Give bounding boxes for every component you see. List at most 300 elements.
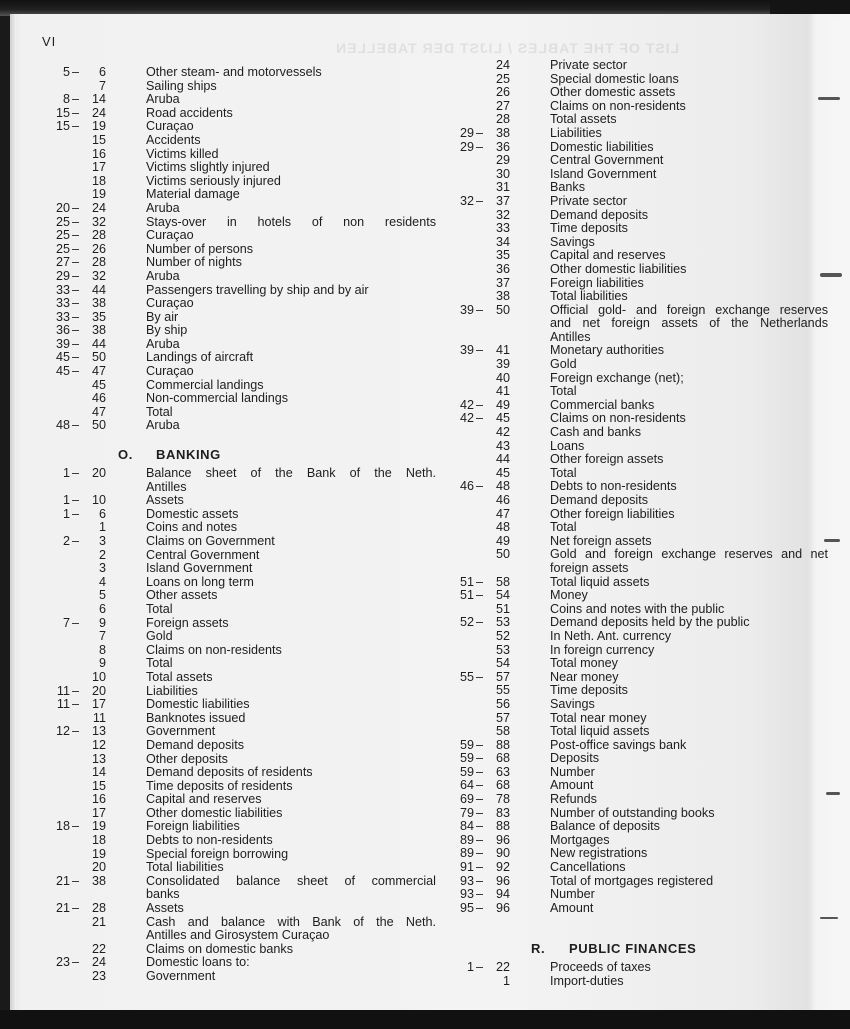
- range-dash: –: [476, 805, 484, 820]
- table-range-start: 1: [62, 493, 70, 508]
- entry-title: Loans on long term: [146, 574, 254, 589]
- entry-title: Liabilities: [146, 683, 198, 698]
- entry-title: Total assets: [550, 112, 617, 127]
- entry-title: Gold: [550, 357, 577, 372]
- toc-entry: [36, 970, 436, 984]
- table-range-end: 51: [495, 601, 510, 616]
- entry-title: Other domestic liabilities: [550, 261, 687, 276]
- table-range-start: 32: [459, 193, 474, 208]
- range-dash: –: [72, 214, 80, 229]
- range-dash: –: [72, 901, 80, 916]
- toc-entry: [36, 188, 436, 202]
- toc-entry: [440, 888, 832, 902]
- table-range-end: 46: [495, 493, 510, 507]
- range-dash: –: [72, 200, 80, 215]
- table-range-end: 26: [91, 241, 106, 256]
- entry-title: Domestic loans to:: [146, 955, 250, 970]
- toc-entry: [36, 943, 436, 957]
- table-range-end: 6: [98, 506, 106, 521]
- entry-title: Refunds: [550, 792, 597, 807]
- toc-entry: [440, 779, 832, 793]
- table-range-start: 25: [55, 228, 70, 243]
- entry-title: Gold: [146, 629, 173, 644]
- toc-entry: [440, 576, 832, 590]
- range-dash: –: [72, 534, 80, 548]
- toc-entry: [36, 256, 436, 270]
- table-range-start: 84: [459, 819, 474, 834]
- toc-list-public-finances: [440, 961, 832, 988]
- toc-entry: [36, 766, 436, 780]
- toc-entry: [440, 127, 832, 141]
- toc-entry: [36, 120, 436, 134]
- table-range-end: 10: [91, 669, 106, 684]
- entry-title: Time deposits of residents: [146, 778, 293, 793]
- table-range-start: 42: [459, 411, 474, 426]
- toc-entry: [440, 875, 832, 889]
- range-dash: –: [72, 466, 80, 481]
- table-range-start: 91: [459, 860, 474, 875]
- entry-title: Curaçao: [146, 119, 194, 134]
- toc-entry: [440, 630, 832, 644]
- table-range-end: 23: [91, 969, 106, 983]
- table-range-end: 16: [91, 146, 106, 161]
- toc-entry: [440, 521, 832, 535]
- range-dash: –: [72, 336, 80, 351]
- toc-entry: [36, 216, 436, 230]
- entry-title: Cash and banks: [550, 425, 642, 440]
- table-range-end: 15: [91, 132, 106, 147]
- table-range-end: 22: [91, 941, 106, 956]
- toc-entry: [36, 916, 436, 930]
- entry-title: Landings of aircraft: [146, 350, 254, 365]
- table-range-start: 59: [459, 737, 474, 752]
- table-range-end: 57: [495, 710, 510, 725]
- page-left-edge: [10, 14, 16, 1014]
- toc-entry: [36, 875, 436, 889]
- table-range-start: 39: [459, 302, 474, 317]
- table-range-start: 93: [459, 873, 474, 888]
- toc-right-column: [440, 59, 832, 989]
- toc-entry: [440, 820, 832, 834]
- toc-entry: [36, 297, 436, 311]
- toc-entry: [36, 148, 436, 162]
- range-dash: –: [476, 193, 484, 208]
- table-range-end: 49: [495, 397, 510, 412]
- toc-entry: [36, 617, 436, 631]
- entry-title: Debts to non-residents: [550, 479, 677, 494]
- table-range-end: 17: [91, 697, 106, 712]
- table-range-end: 21: [91, 914, 106, 929]
- toc-entry: [36, 284, 436, 298]
- entry-title: Claims on non-residents: [550, 411, 686, 426]
- toc-list-transport: [36, 66, 436, 433]
- table-range-start: 15: [55, 119, 70, 134]
- toc-entry: [440, 154, 832, 168]
- toc-entry: [440, 616, 832, 630]
- entry-title: Cancellations: [550, 860, 626, 875]
- table-range-start: 89: [459, 846, 474, 861]
- entry-title: Total: [550, 384, 577, 399]
- table-range-end: 96: [495, 873, 510, 888]
- entry-title: Banknotes issued: [146, 710, 246, 725]
- toc-entry: [440, 657, 832, 671]
- range-dash: –: [476, 737, 484, 752]
- table-range-end: 1: [98, 520, 106, 535]
- toc-entry: [440, 385, 832, 399]
- entry-title: In Neth. Ant. currency: [550, 628, 672, 643]
- table-range-end: 28: [91, 228, 106, 243]
- entry-title: foreign assets: [550, 560, 629, 575]
- toc-entry: [440, 535, 832, 549]
- table-range-end: 17: [91, 160, 106, 175]
- range-dash: –: [72, 119, 80, 134]
- table-range-end: 31: [495, 180, 510, 195]
- toc-entry: [440, 752, 832, 766]
- range-dash: –: [476, 588, 484, 603]
- toc-entry: [36, 508, 436, 522]
- range-dash: –: [476, 343, 484, 358]
- toc-entry: [36, 175, 436, 189]
- entry-title: Assets: [146, 901, 184, 916]
- toc-entry: [36, 494, 436, 508]
- toc-entry: [440, 222, 832, 236]
- entry-title: Net foreign assets: [550, 533, 652, 548]
- toc-entry: [440, 399, 832, 413]
- table-range-start: 39: [55, 336, 70, 351]
- entry-title: Amount: [550, 900, 594, 915]
- table-range-end: 18: [91, 173, 106, 188]
- entry-title: Claims on non-residents: [146, 642, 282, 657]
- table-range-end: 46: [91, 391, 106, 406]
- entry-title: Private sector: [550, 58, 627, 72]
- table-range-end: 13: [91, 724, 106, 739]
- entry-title: Government: [146, 969, 216, 983]
- entry-title: Other domestic liabilities: [146, 805, 283, 820]
- toc-entry: [36, 467, 436, 481]
- entry-title: Gold and foreign exchange reserves and net: [550, 547, 828, 562]
- entry-title: Money: [550, 588, 588, 603]
- entry-title: Accidents: [146, 132, 201, 147]
- entry-title: Coins and notes with the public: [550, 601, 725, 616]
- toc-entry: [440, 372, 832, 386]
- entry-title: Curaçao: [146, 228, 194, 243]
- toc-entry: [440, 603, 832, 617]
- table-range-start: 95: [459, 900, 474, 915]
- entry-title: Consolidated balance sheet of commercial: [146, 873, 436, 888]
- table-range-end: 20: [91, 466, 106, 481]
- table-range-end: 34: [495, 234, 510, 249]
- table-range-start: 51: [459, 574, 474, 589]
- toc-entry: [440, 725, 832, 739]
- table-range-end: 11: [92, 710, 106, 725]
- table-range-end: 14: [91, 92, 106, 107]
- table-range-end: 38: [495, 125, 510, 140]
- toc-entry: [36, 134, 436, 148]
- table-range-start: 7: [62, 615, 70, 630]
- table-range-start: 36: [55, 323, 70, 338]
- toc-entry: [36, 820, 436, 834]
- table-range-end: 24: [91, 105, 106, 120]
- table-range-end: 32: [91, 268, 106, 283]
- range-dash: –: [72, 955, 80, 970]
- table-range-end: 42: [495, 425, 510, 440]
- table-range-start: 33: [55, 309, 70, 324]
- table-range-start: 18: [55, 819, 70, 834]
- table-range-end: 28: [495, 112, 510, 127]
- range-dash: –: [476, 411, 484, 426]
- table-range-end: 50: [495, 547, 510, 562]
- toc-entry: [36, 481, 436, 495]
- toc-entry: [440, 793, 832, 807]
- range-dash: –: [476, 819, 484, 834]
- entry-title: Claims on non-residents: [550, 98, 686, 113]
- entry-title: Island Government: [550, 166, 657, 181]
- range-dash: –: [72, 697, 80, 712]
- entry-title: Central Government: [146, 547, 260, 562]
- toc-entry: [440, 739, 832, 753]
- entry-title: Official gold- and foreign exchange reserves: [550, 302, 828, 317]
- entry-title: Other foreign assets: [550, 452, 664, 467]
- range-dash: –: [476, 669, 484, 684]
- range-dash: –: [72, 724, 80, 739]
- toc-entry: [440, 209, 832, 223]
- entry-title: Deposits: [550, 751, 599, 766]
- entry-title: Import-duties: [550, 974, 624, 988]
- table-range-end: 32: [91, 214, 106, 229]
- table-range-end: 38: [495, 289, 510, 304]
- entry-title: Monetary authorities: [550, 343, 665, 358]
- table-range-start: 45: [55, 350, 70, 365]
- range-dash: –: [476, 751, 484, 766]
- range-dash: –: [476, 792, 484, 807]
- range-dash: –: [72, 493, 80, 508]
- range-dash: –: [72, 350, 80, 365]
- entry-title: Banks: [550, 180, 586, 195]
- range-dash: –: [72, 92, 80, 107]
- entry-title: Total: [146, 601, 173, 616]
- entry-title: Demand deposits: [146, 737, 245, 752]
- entry-title: Mortgages: [550, 832, 610, 847]
- entry-title: Total assets: [146, 669, 213, 684]
- entry-title: Antilles: [550, 329, 591, 344]
- toc-entry: [36, 93, 436, 107]
- entry-title: Commercial banks: [550, 397, 655, 412]
- toc-entry: [36, 685, 436, 699]
- table-range-end: 54: [495, 656, 510, 671]
- table-range-end: 19: [91, 187, 106, 202]
- entry-title: Amount: [550, 778, 594, 793]
- table-range-end: 7: [98, 78, 106, 93]
- toc-left-column: [36, 66, 436, 984]
- table-range-start: 21: [55, 873, 70, 888]
- entry-title: Other assets: [146, 588, 218, 603]
- entry-title: Victims seriously injured: [146, 173, 281, 188]
- toc-entry: [36, 807, 436, 821]
- toc-entry: [440, 453, 832, 467]
- entry-title: Commercial landings: [146, 377, 264, 392]
- range-dash: –: [476, 125, 484, 140]
- table-range-end: 49: [495, 533, 510, 548]
- toc-entry: [440, 440, 832, 454]
- entry-title: By air: [146, 309, 179, 324]
- entry-title: Aruba: [146, 336, 180, 351]
- table-range-end: 3: [98, 561, 106, 576]
- toc-entry: [36, 521, 436, 535]
- table-range-end: 28: [91, 901, 106, 916]
- table-range-end: 41: [495, 343, 510, 358]
- table-range-end: 9: [98, 615, 106, 630]
- entry-title: Total: [550, 520, 577, 535]
- table-range-start: 27: [55, 255, 70, 270]
- table-range-end: 14: [91, 765, 106, 780]
- entry-title: Foreign assets: [146, 615, 229, 630]
- range-dash: –: [476, 139, 484, 154]
- entry-title: Loans: [550, 438, 585, 453]
- toc-entry: [440, 168, 832, 182]
- toc-entry: [36, 630, 436, 644]
- range-dash: –: [72, 418, 80, 433]
- table-range-start: 33: [55, 296, 70, 311]
- entry-title: Antilles and Girosystem Curaçao: [146, 928, 330, 943]
- toc-entry: [36, 793, 436, 807]
- table-range-end: 92: [495, 860, 510, 875]
- toc-entry: [440, 317, 832, 331]
- toc-entry: [36, 780, 436, 794]
- table-range-end: 53: [495, 615, 510, 630]
- toc-entry: [36, 712, 436, 726]
- toc-entry: [36, 603, 436, 617]
- range-dash: –: [72, 65, 80, 79]
- table-range-start: 2: [62, 534, 70, 548]
- table-range-start: 1: [466, 960, 474, 975]
- table-range-start: 51: [459, 588, 474, 603]
- toc-entry: [440, 480, 832, 494]
- range-dash: –: [476, 873, 484, 888]
- entry-title: Domestic liabilities: [550, 139, 654, 154]
- range-dash: –: [476, 302, 484, 317]
- table-range-end: 27: [495, 98, 510, 113]
- range-dash: –: [72, 683, 80, 698]
- entry-title: Number: [550, 764, 595, 779]
- table-range-end: 41: [495, 384, 510, 399]
- range-dash: –: [72, 364, 80, 379]
- toc-entry: [36, 671, 436, 685]
- range-dash: –: [72, 105, 80, 120]
- table-range-start: 1: [62, 506, 70, 521]
- table-range-end: 44: [91, 336, 106, 351]
- toc-entry: [440, 358, 832, 372]
- section-title: BANKING: [156, 447, 221, 463]
- toc-entry: [440, 902, 832, 916]
- table-range-start: 20: [55, 200, 70, 215]
- table-range-end: 20: [91, 860, 106, 875]
- entry-title: Victims slightly injured: [146, 160, 270, 175]
- section-letter: O.: [118, 447, 133, 463]
- table-range-end: 24: [91, 200, 106, 215]
- table-range-end: 26: [495, 85, 510, 100]
- entry-title: Island Government: [146, 561, 253, 576]
- table-range-end: 35: [495, 248, 510, 263]
- table-range-start: 59: [459, 764, 474, 779]
- range-dash: –: [476, 860, 484, 875]
- entry-title: Other deposits: [146, 751, 228, 766]
- toc-entry: [36, 698, 436, 712]
- toc-entry: [36, 161, 436, 175]
- entry-title: Capital and reserves: [146, 792, 262, 807]
- table-range-end: 6: [98, 601, 106, 616]
- range-dash: –: [72, 241, 80, 256]
- table-range-end: 22: [495, 960, 510, 975]
- entry-title: Antilles: [146, 479, 187, 494]
- entry-title: Special domestic loans: [550, 71, 679, 86]
- table-range-end: 47: [91, 404, 106, 419]
- range-dash: –: [476, 574, 484, 589]
- toc-entry: [36, 270, 436, 284]
- toc-entry: [36, 848, 436, 862]
- toc-entry: [440, 181, 832, 195]
- entry-title: Curaçao: [146, 296, 194, 311]
- entry-title: Other domestic assets: [550, 85, 676, 100]
- entry-title: Claims on domestic banks: [146, 941, 293, 956]
- entry-title: Foreign liabilities: [146, 819, 240, 834]
- table-range-start: 89: [459, 832, 474, 847]
- entry-title: Domestic assets: [146, 506, 239, 521]
- table-range-end: 45: [495, 465, 510, 480]
- table-range-end: 37: [495, 275, 510, 290]
- table-range-start: 69: [459, 792, 474, 807]
- table-range-start: 15: [55, 105, 70, 120]
- entry-title: Private sector: [550, 193, 627, 208]
- entry-title: Demand deposits of residents: [146, 765, 313, 780]
- entry-title: Victims killed: [146, 146, 219, 161]
- table-range-start: 46: [459, 479, 474, 494]
- toc-entry: [36, 243, 436, 257]
- table-range-end: 96: [495, 900, 510, 915]
- toc-entry: [440, 975, 832, 989]
- entry-title: Total near money: [550, 710, 647, 725]
- table-range-end: 48: [495, 520, 510, 535]
- range-dash: –: [72, 819, 80, 834]
- toc-entry: [36, 589, 436, 603]
- entry-title: Central Government: [550, 153, 664, 168]
- table-range-end: 1: [502, 974, 510, 988]
- toc-entry: [440, 86, 832, 100]
- toc-entry: [440, 249, 832, 263]
- entry-title: Aruba: [146, 92, 180, 107]
- page-right-edge: [832, 20, 850, 1010]
- toc-list-banking-continued: [440, 59, 832, 915]
- table-range-start: 1: [62, 466, 70, 481]
- table-range-end: 40: [495, 370, 510, 385]
- table-range-start: 45: [55, 364, 70, 379]
- table-range-end: 83: [495, 805, 510, 820]
- toc-entry: [36, 80, 436, 94]
- range-dash: –: [72, 873, 80, 888]
- entry-title: Demand deposits: [550, 493, 649, 507]
- toc-entry: [440, 766, 832, 780]
- range-dash: –: [476, 397, 484, 412]
- entry-title: Time deposits: [550, 683, 628, 698]
- toc-entry: [440, 236, 832, 250]
- entry-title: Non-commercial landings: [146, 391, 289, 406]
- table-range-end: 38: [91, 873, 106, 888]
- entry-title: Near money: [550, 669, 619, 684]
- range-dash: –: [476, 832, 484, 847]
- entry-title: Foreign liabilities: [550, 275, 644, 290]
- entry-title: Post-office savings bank: [550, 737, 687, 752]
- table-range-end: 78: [495, 792, 510, 807]
- entry-title: Sailing ships: [146, 78, 217, 93]
